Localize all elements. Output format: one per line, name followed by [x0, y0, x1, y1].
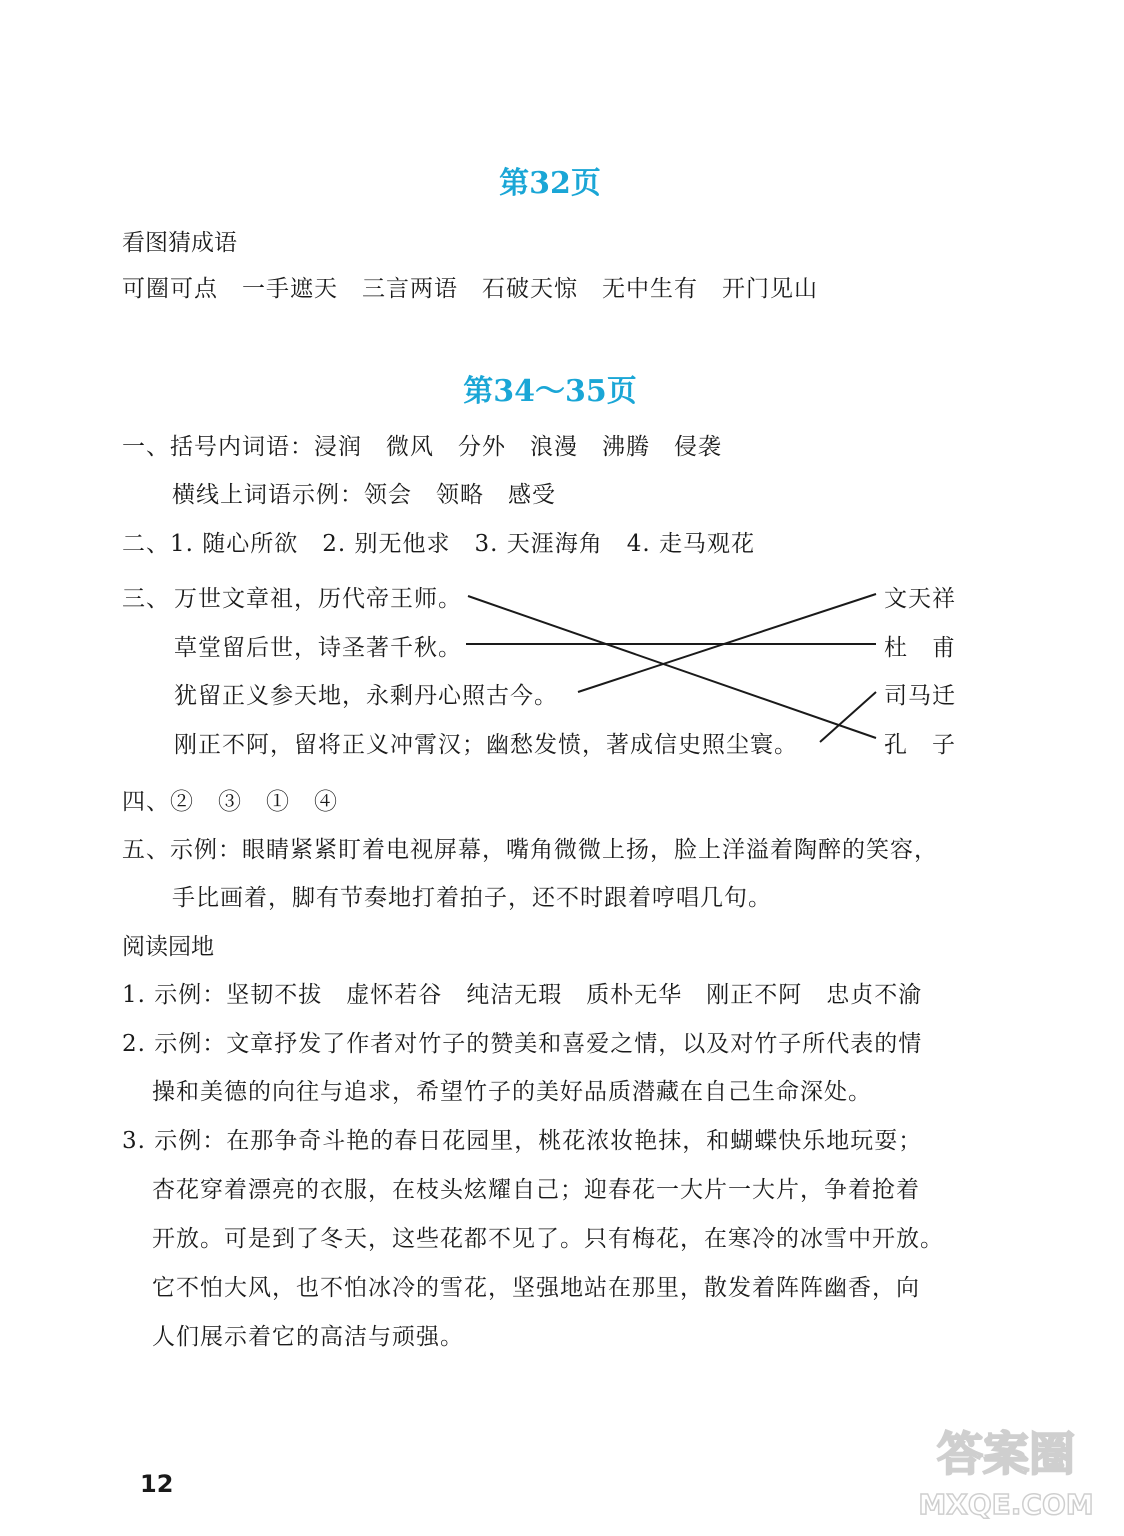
reading-answer-3-line3: 开放。可是到了冬天，这些花都不见了。只有梅花，在寒冷的冰雪中开放。 — [152, 1226, 944, 1252]
svg-text:答案圈: 答案圈 — [937, 1427, 1075, 1481]
reading-answer-1: 1. 示例：坚韧不拔 虚怀若谷 纯洁无瑕 质朴无华 刚正不阿 忠贞不渝 — [122, 982, 923, 1008]
q3-left-2: 草堂留后世，诗圣著千秋。 — [174, 635, 462, 661]
reading-title: 阅读园地 — [122, 934, 214, 960]
reading-answer-3-line4: 它不怕大风，也不怕冰冷的雪花，坚强地站在那里，散发着阵阵幽香，向 — [152, 1275, 920, 1301]
q3-left-4: 刚正不阿，留将正义冲霄汉；幽愁发愤，著成信史照尘寰。 — [174, 732, 798, 758]
q5-line1: 五、示例：眼睛紧紧盯着电视屏幕，嘴角微微上扬，脸上洋溢着陶醉的笑容， — [122, 837, 938, 863]
match-line-1 — [468, 596, 876, 738]
watermark-logo — [906, 1416, 1106, 1530]
page34-heading: 第34～35页 — [463, 374, 637, 409]
q3-right-2: 杜 甫 — [884, 635, 956, 661]
svg-text:MXQE.COM: MXQE.COM — [918, 1488, 1094, 1521]
page-number: 12 — [140, 1470, 174, 1498]
q5-line2: 手比画着，脚有节奏地打着拍子，还不时跟着哼唱几句。 — [172, 885, 772, 911]
q3-prefix: 三、 — [122, 586, 170, 612]
reading-answer-2-line2: 操和美德的向往与追求，希望竹子的美好品质潜藏在自己生命深处。 — [152, 1079, 872, 1105]
reading-answer-3-line5: 人们展示着它的高洁与顽强。 — [152, 1324, 464, 1350]
page32-heading: 第32页 — [499, 166, 601, 201]
reading-answer-2-line1: 2. 示例：文章抒发了作者对竹子的赞美和喜爱之情，以及对竹子所代表的情 — [122, 1031, 923, 1057]
q4-line: 四、② ③ ① ④ — [122, 789, 338, 815]
q3-right-1: 文天祥 — [884, 586, 956, 612]
q1-line2: 横线上词语示例：领会 领略 感受 — [172, 482, 556, 508]
q3-right-3: 司马迁 — [884, 683, 956, 709]
q3-left-1: 万世文章祖，历代帝王师。 — [174, 586, 462, 612]
q2-line: 二、1. 随心所欲 2. 别无他求 3. 天涯海角 4. 走马观花 — [122, 531, 756, 557]
page32-idioms: 可圈可点 一手遮天 三言两语 石破天惊 无中生有 开门见山 — [122, 276, 818, 302]
reading-answer-3-line1: 3. 示例：在那争奇斗艳的春日花园里，桃花浓妆艳抹，和蝴蝶快乐地玩耍； — [122, 1128, 923, 1154]
q3-right-4: 孔 子 — [884, 732, 956, 758]
reading-answer-3-line2: 杏花穿着漂亮的衣服，在枝头炫耀自己；迎春花一大片一大片，争着抢着 — [152, 1177, 920, 1203]
page32-section-title: 看图猜成语 — [122, 230, 237, 256]
q1-line1: 一、括号内词语：浸润 微风 分外 浪漫 沸腾 侵袭 — [122, 434, 722, 460]
q3-left-3: 犹留正义参天地，永剩丹心照古今。 — [174, 683, 558, 709]
